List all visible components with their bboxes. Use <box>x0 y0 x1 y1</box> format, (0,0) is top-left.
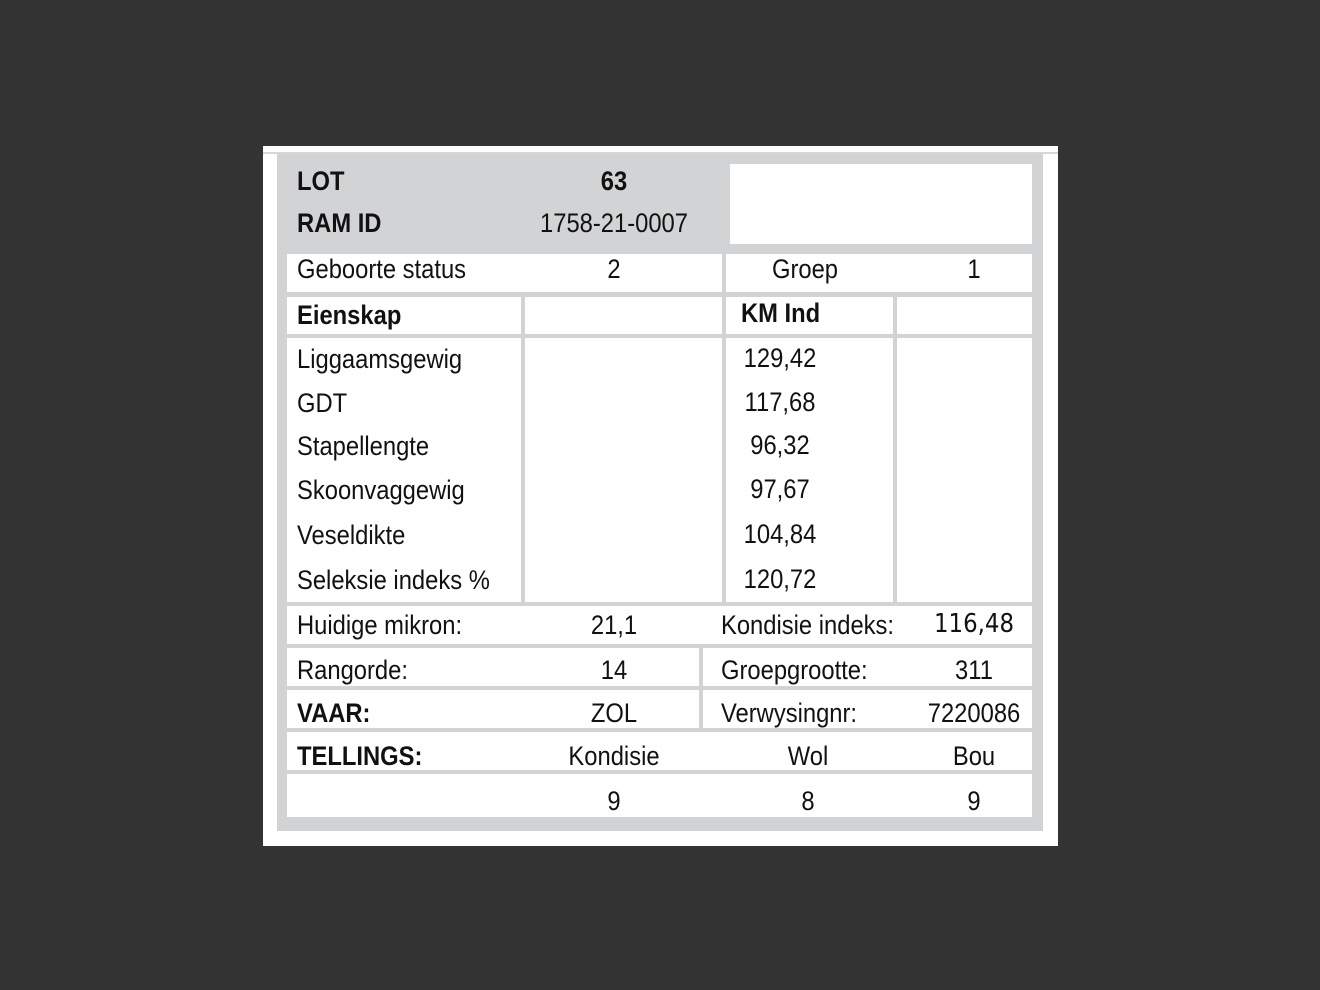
trait-name: Liggaamsgewig <box>297 344 463 374</box>
reference-value: 7220086 <box>927 698 1021 728</box>
lot-value: 63 <box>600 166 628 196</box>
score-header-condition: Kondisie <box>568 741 660 771</box>
group-size-value: 311 <box>955 655 993 685</box>
trait-index: 120,72 <box>743 564 817 594</box>
score-header-wool: Wol <box>787 741 829 771</box>
info-table <box>277 154 1043 831</box>
sire-value: ZOL <box>590 698 638 728</box>
trait-blank-cell <box>525 338 722 602</box>
score-header-build: Bou <box>952 741 996 771</box>
trait-names-cell <box>287 338 521 602</box>
card-top-border <box>263 146 1058 154</box>
trait-index: 104,84 <box>743 519 817 549</box>
condition-index-label: Kondisie indeks: <box>721 610 895 640</box>
empty-header-cell <box>525 297 722 334</box>
trait-index: 96,32 <box>750 430 810 460</box>
score-value-wool: 8 <box>801 786 815 816</box>
birth-status-label: Geboorte status <box>297 254 467 284</box>
rank-label: Rangorde: <box>297 655 408 685</box>
reference-label: Verwysingnr: <box>721 698 858 728</box>
trait-index-cell <box>726 338 893 602</box>
micron-label: Huidige mikron: <box>297 610 463 640</box>
ram-info-card <box>263 146 1058 846</box>
trait-blank-cell-2 <box>897 338 1032 602</box>
index-column-header: KM Ind <box>741 298 821 328</box>
scores-label: TELLINGS: <box>297 741 423 771</box>
empty-header-cell-2 <box>897 297 1032 334</box>
rank-value: 14 <box>600 655 628 685</box>
score-value-condition: 9 <box>607 786 621 816</box>
score-value-build: 9 <box>967 786 981 816</box>
trait-index: 117,68 <box>744 387 816 417</box>
lot-label: LOT <box>297 166 345 196</box>
trait-name: Veseldikte <box>297 520 406 550</box>
trait-name: Stapellengte <box>297 431 430 461</box>
trait-index: 97,67 <box>750 474 810 504</box>
ram-id-value: 1758-21-0007 <box>540 208 688 238</box>
ram-id-label: RAM ID <box>297 208 382 238</box>
group-size-label: Groepgrootte: <box>721 655 868 685</box>
trait-column-header: Eienskap <box>297 300 402 330</box>
photo-placeholder <box>730 164 1032 244</box>
micron-value: 21,1 <box>590 610 638 640</box>
birth-status-value: 2 <box>607 254 621 284</box>
trait-name: Skoonvaggewig <box>297 475 465 505</box>
condition-index-value: 116,48 <box>933 609 1015 639</box>
trait-index: 129,42 <box>743 343 817 373</box>
group-label: Groep <box>771 254 839 284</box>
trait-name: Seleksie indeks % <box>297 565 490 595</box>
scores-values-row <box>287 774 1032 817</box>
group-value: 1 <box>967 254 981 284</box>
trait-name: GDT <box>297 388 348 418</box>
sire-label: VAAR: <box>297 698 371 728</box>
